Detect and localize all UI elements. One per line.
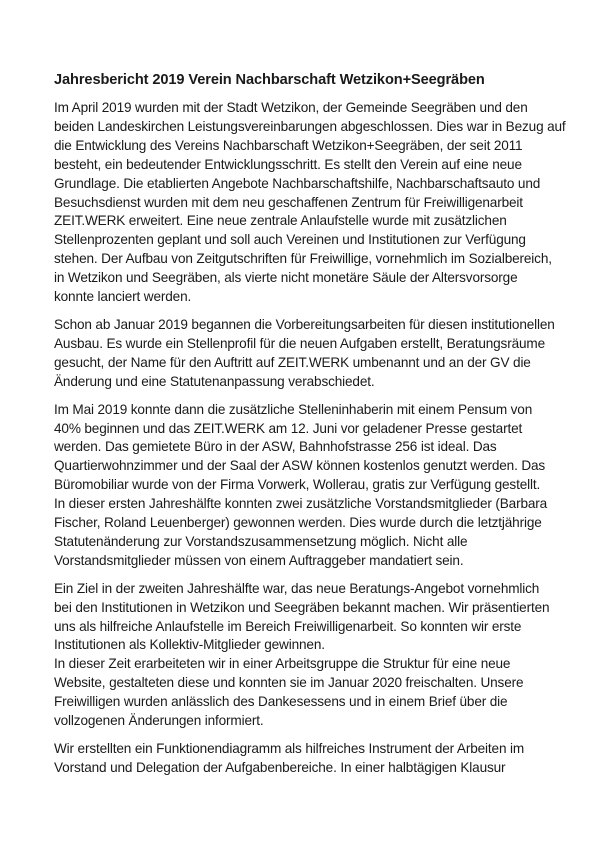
text-line: gesucht, der Name für den Auftritt auf ZEIT.WERK umbenannt und an der GV die bbox=[54, 354, 531, 370]
document-page bbox=[54, 70, 574, 787]
text-line: Statutenänderung zur Vorstandszusammensetzung möglich. Nicht alle bbox=[54, 533, 468, 549]
text-line: bei den Institutionen in Wetzikon und Seegräben bekannt machen. Wir präsentierten bbox=[54, 599, 550, 615]
text-line: uns als hilfreiche Anlaufstelle im Bereich Freiwilligenarbeit. So konnten wir erste bbox=[54, 618, 522, 634]
text-line: beiden Landeskirchen Leistungsvereinbarungen abgeschlossen. Dies war in Bezug auf bbox=[54, 118, 566, 134]
text-line: Institutionen als Kollektiv-Mitglieder gewinnen. bbox=[54, 637, 325, 653]
paragraph bbox=[54, 401, 574, 571]
text-line: Wir erstellten ein Funktionendiagramm als hilfreiches Instrument der Arbeiten im bbox=[54, 741, 525, 756]
text-line: Vorstandsmitglieder müssen von einem Auftraggeber mandatiert sein. bbox=[54, 552, 464, 568]
text-line: Schon ab Januar 2019 begannen die Vorbereitungsarbeiten für diesen institutionellen bbox=[54, 316, 555, 332]
paragraph bbox=[54, 99, 574, 307]
text-line: Freiwilligen wurden anlässlich des Dankesessens und in einem Brief über die bbox=[54, 694, 508, 710]
text-line: die Entwicklung des Vereins Nachbarschaft Wetzikon+Seegräben, der seit 2011 bbox=[54, 137, 523, 153]
text-line: ZEIT.WERK erweitert. Eine neue zentrale Anlaufstelle wurde mit zusätzlichen bbox=[54, 213, 507, 229]
document-body bbox=[54, 99, 574, 778]
text-line: Vorstand und Delegation der Aufgabenbereiche. In einer halbtägigen Klausur bbox=[54, 759, 506, 775]
text-line: Ein Ziel in der zweiten Jahreshälfte war, das neue Beratungs-Angebot vornehmlich bbox=[54, 580, 540, 596]
paragraph bbox=[54, 316, 574, 392]
text-line: Büromobiliar wurde von der Firma Vorwerk, Wollerau, gratis zur Verfügung gestellt. bbox=[54, 477, 541, 493]
paragraph bbox=[54, 580, 574, 731]
text-line: werden. Das gemietete Büro in der ASW, Bahnhofstrasse 256 ist ideal. Das bbox=[54, 439, 497, 455]
text-line: Besuchsdienst wurden mit dem neu geschaffenen Zentrum für Freiwilligenarbeit bbox=[54, 194, 523, 210]
text-line: Grundlage. Die etablierten Angebote Nachbarschaftshilfe, Nachbarschaftsauto und bbox=[54, 175, 541, 191]
text-line: Quartierwohnzimmer und der Saal der ASW können kostenlos genutzt werden. Das bbox=[54, 458, 546, 474]
text-line: Ausbau. Es wurde ein Stellenprofil für die neuen Aufgaben erstellt, Beratungsräume bbox=[54, 335, 545, 351]
text-line: vollzogenen Änderungen informiert. bbox=[54, 713, 264, 729]
text-line: Im April 2019 wurden mit der Stadt Wetzikon, der Gemeinde Seegräben und den bbox=[54, 100, 528, 115]
text-line: besteht, ein bedeutender Entwicklungsschritt. Es stellt den Verein auf eine neue bbox=[54, 156, 522, 172]
text-line: Fischer, Roland Leuenberger) gewonnen werden. Dies wurde durch die letztjährige bbox=[54, 515, 542, 531]
text-line: Im Mai 2019 konnte dann die zusätzliche Stelleninhaberin mit einem Pensum von bbox=[54, 401, 533, 417]
text-line: In dieser ersten Jahreshälfte konnten zwei zusätzliche Vorstandsmitglieder (Barbara bbox=[54, 496, 548, 512]
text-line: 40% beginnen und das ZEIT.WERK am 12. Juni vor geladener Presse gestartet bbox=[54, 420, 523, 436]
text-line: In dieser Zeit erarbeiteten wir in einer Arbeitsgruppe die Struktur für eine neue bbox=[54, 656, 511, 672]
document-title: Jahresbericht 2019 Verein Nachbarschaft Wetzikon+Seegräben bbox=[54, 72, 485, 88]
text-line: in Wetzikon und Seegräben, als vierte nicht monetäre Säule der Altersvorsorge bbox=[54, 270, 518, 286]
text-line: Website, gestalteten diese und konnten sie im Januar 2020 freischalten. Unsere bbox=[54, 675, 524, 691]
text-line: stehen. Der Aufbau von Zeitgutschriften für Freiwillige, vornehmlich im Sozialbereich, bbox=[54, 251, 552, 267]
text-line: Stellenprozenten geplant und soll auch Vereinen und Institutionen zur Verfügung bbox=[54, 232, 526, 248]
paragraph bbox=[54, 740, 574, 778]
text-line: Änderung und eine Statutenanpassung verabschiedet. bbox=[54, 373, 375, 389]
text-line: konnte lanciert werden. bbox=[54, 289, 192, 305]
